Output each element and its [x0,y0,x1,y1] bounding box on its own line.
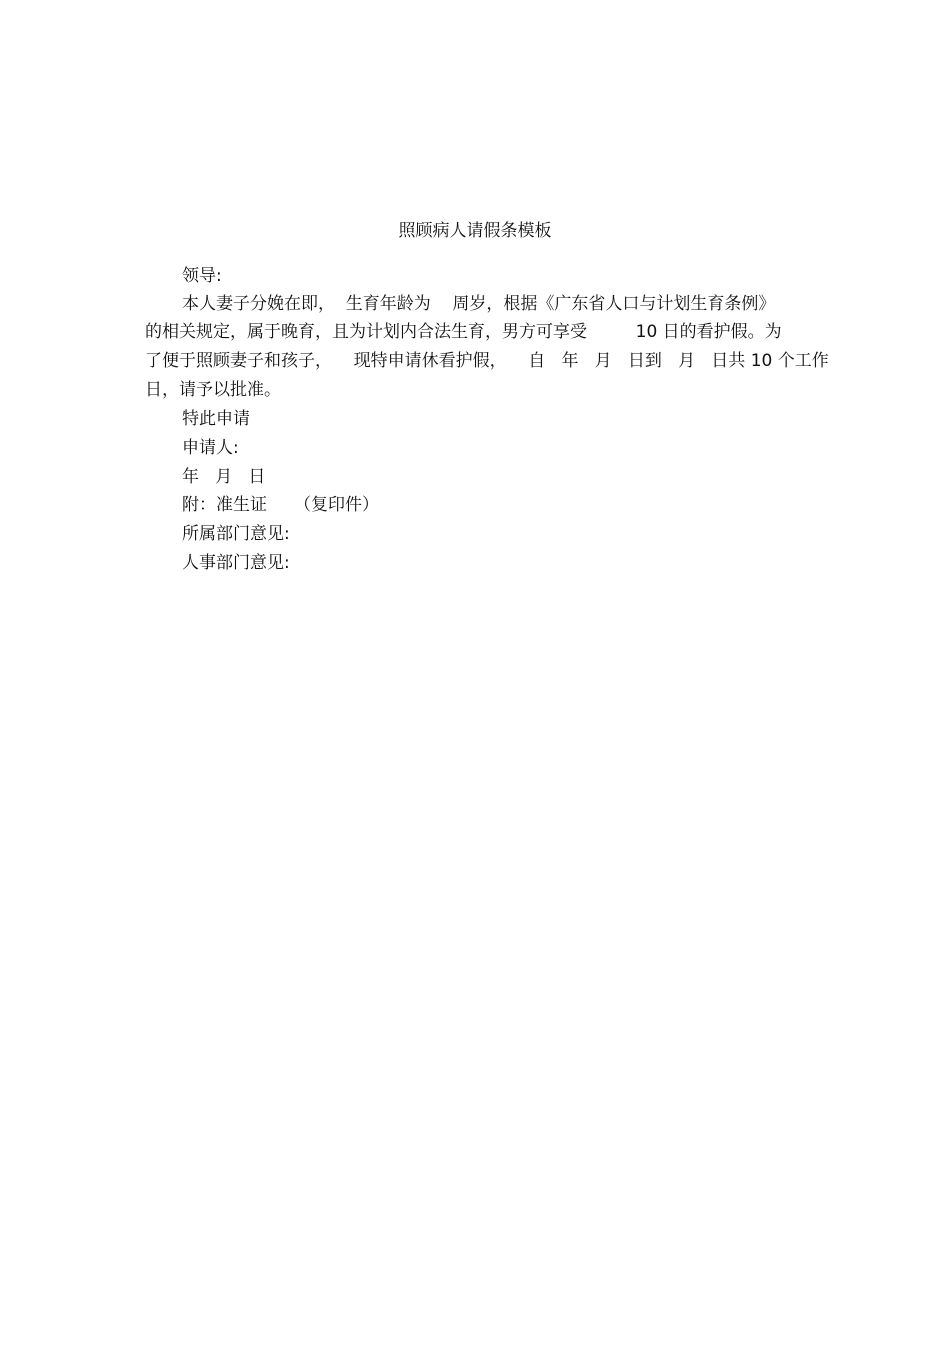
body-line-2: 的相关规定，属于晚育，且为计划内合法生育，男方可享受 10 日的看护假。为 [145,322,782,342]
closing-text: 特此申请 [182,409,250,429]
hr-opinion-label: 人事部门意见: [182,553,290,573]
body-line-4: 日，请予以批准。 [145,380,281,400]
salutation: 领导: [182,266,222,286]
attachment-line: 附：准生证 （复印件） [182,495,380,515]
body-line-3: 了便于照顾妻子和孩子， 现特申请休看护假， 自 年 月 日到 月 日共 10 个工作 [145,351,829,371]
date-line: 年 月 日 [182,467,266,487]
applicant-label: 申请人: [182,438,239,458]
document-title: 照顾病人请假条模板 [398,221,552,241]
body-line-1: 本人妻子分娩在即， 生育年龄为 周岁，根据《广东省人口与计划生育条例》 [182,294,776,314]
dept-opinion-label: 所属部门意见: [182,524,290,544]
